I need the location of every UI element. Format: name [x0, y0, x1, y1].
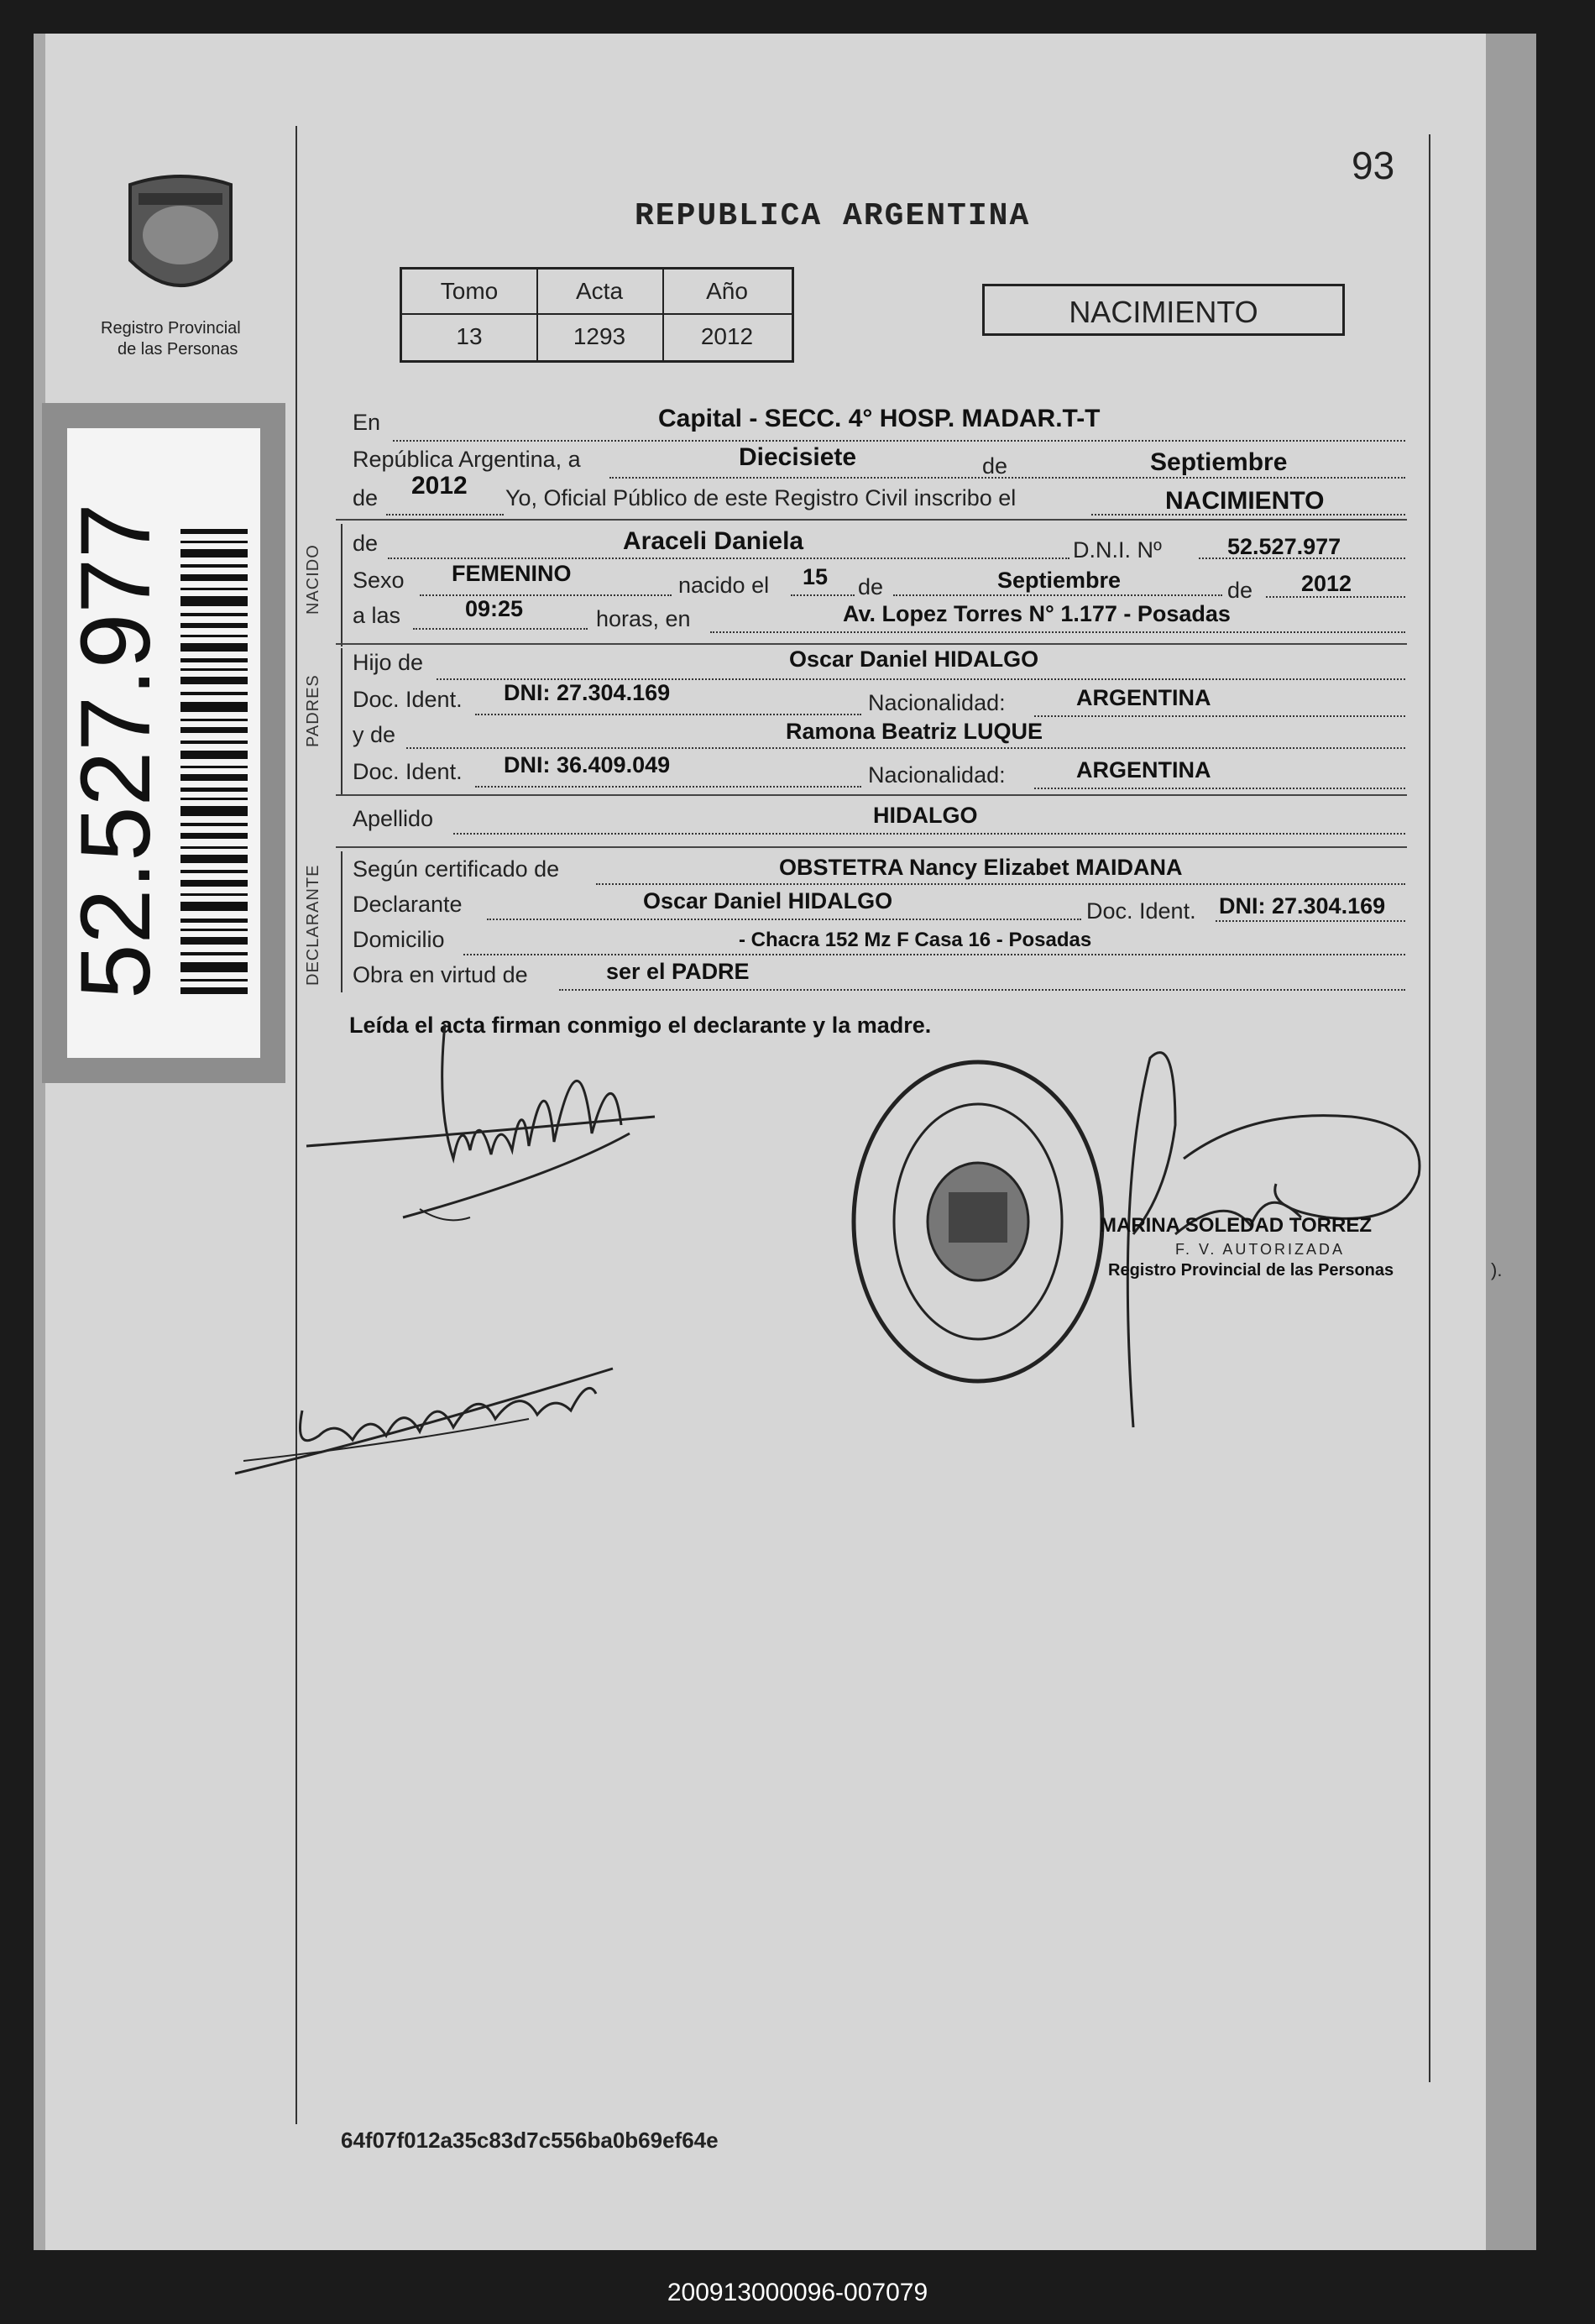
- section-label-declarante: DECLARANTE: [304, 864, 322, 986]
- official-office: Registro Provincial de las Personas: [1108, 1261, 1394, 1280]
- footer-id: 200913000096-007079: [667, 2279, 928, 2306]
- table-header-tomo: Tomo: [440, 278, 499, 304]
- barcode-icon: [180, 529, 248, 999]
- value-act: NACIMIENTO: [1165, 487, 1325, 515]
- label-apellido: Apellido: [353, 806, 434, 831]
- value-place: Capital - SECC. 4° HOSP. MADAR.T-T: [658, 405, 1101, 432]
- section-bar-padres: [341, 648, 343, 796]
- page-left-edge: [34, 34, 45, 2250]
- label-nacido-el: nacido el: [678, 573, 770, 598]
- separator-padres: [336, 643, 1407, 645]
- table-header-ano: Año: [706, 278, 748, 304]
- label-horas-en: horas, en: [596, 606, 691, 631]
- label-dni: D.N.I. Nº: [1073, 537, 1162, 563]
- side-mark: ).: [1491, 1259, 1503, 1280]
- dots-declarant-doc: [1216, 920, 1405, 922]
- label-de-year: de: [353, 485, 379, 510]
- label-doc-ident: Doc. Ident.: [353, 687, 463, 712]
- value-father-nat: ARGENTINA: [1076, 685, 1211, 710]
- value-mother-nat: ARGENTINA: [1076, 757, 1211, 783]
- table-value-ano: 2012: [700, 323, 754, 349]
- label-en: En: [353, 410, 381, 435]
- dots-mother: [406, 747, 1405, 749]
- label-doc-ident3: Doc. Ident.: [1086, 898, 1196, 924]
- table-header-acta: Acta: [575, 278, 624, 304]
- label-a-las: a las: [353, 603, 401, 628]
- registry-seal-icon: [839, 1049, 1116, 1394]
- act-type-box: [982, 284, 1345, 336]
- value-certificate: OBSTETRA Nancy Elizabet MAIDANA: [779, 855, 1183, 880]
- dots-declarant: [487, 919, 1081, 920]
- separator-declarante: [336, 846, 1407, 848]
- value-domicile: - Chacra 152 Mz F Casa 16 - Posadas: [739, 929, 1092, 951]
- mother-signature-icon: [227, 1335, 630, 1486]
- label-declarante: Declarante: [353, 892, 463, 917]
- value-dni: 52.527.977: [1227, 534, 1341, 559]
- book-table: [400, 267, 794, 363]
- value-surname: HIDALGO: [873, 803, 978, 828]
- dots-capacity: [559, 989, 1405, 991]
- value-year: 2012: [411, 472, 468, 500]
- dots-name: [388, 557, 1069, 559]
- section-label-padres: PADRES: [304, 674, 322, 747]
- dots-sexo: [420, 594, 672, 596]
- value-time: 09:25: [465, 596, 524, 621]
- label-nacionalidad: Nacionalidad:: [868, 690, 1006, 715]
- value-name: Araceli Daniela: [623, 527, 804, 555]
- dots-birth-month: [893, 594, 1222, 596]
- table-value-acta: 1293: [573, 323, 626, 349]
- label-segun-certificado: Según certificado de: [353, 856, 560, 882]
- dots-certificate: [596, 883, 1405, 885]
- registry-name-line1: Registro Provincial: [101, 319, 241, 338]
- value-address: Av. Lopez Torres N° 1.177 - Posadas: [843, 601, 1231, 626]
- page-number: 93: [1352, 144, 1395, 187]
- dots-year: [386, 514, 504, 516]
- value-declarant: Oscar Daniel HIDALGO: [643, 888, 893, 913]
- label-de: de: [982, 453, 1008, 479]
- province-emblem-icon: [113, 168, 248, 319]
- document-title: REPUBLICA ARGENTINA: [635, 198, 1031, 234]
- barcode-label: [42, 403, 285, 1083]
- closing-statement: Leída el acta firman conmigo el declarante y la madre.: [349, 1013, 932, 1038]
- label-de-month: de: [858, 574, 884, 599]
- label-de-name: de: [353, 531, 379, 556]
- separator-apellido: [336, 794, 1407, 796]
- label-obra-en-virtud: Obra en virtud de: [353, 962, 528, 987]
- value-birth-year: 2012: [1301, 571, 1352, 596]
- section-bar-declarante: [341, 851, 343, 992]
- value-month: Septiembre: [1150, 448, 1288, 476]
- value-mother: Ramona Beatriz LUQUE: [786, 719, 1043, 744]
- declarant-signature-icon: [302, 1008, 688, 1243]
- label-republica: República Argentina, a: [353, 447, 581, 472]
- label-hijo-de: Hijo de: [353, 650, 424, 675]
- label-nacionalidad2: Nacionalidad:: [868, 762, 1006, 788]
- dots-father-nat: [1034, 715, 1405, 717]
- label-domicilio: Domicilio: [353, 927, 445, 952]
- official-role: F. V. AUTORIZADA: [1175, 1241, 1346, 1258]
- registry-name-line2: de las Personas: [118, 340, 238, 359]
- official-name: MARINA SOLEDAD TORREZ: [1100, 1214, 1372, 1237]
- dots-birth-day: [791, 594, 855, 596]
- value-birth-day: 15: [803, 564, 829, 589]
- barcode-sticker: [60, 428, 260, 1058]
- document-hash: 64f07f012a35c83d7c556ba0b69ef64e: [341, 2128, 719, 2153]
- value-father: Oscar Daniel HIDALGO: [789, 646, 1039, 672]
- dots-father-doc: [475, 714, 861, 715]
- act-type: NACIMIENTO: [1069, 295, 1258, 329]
- dots-mother-doc: [475, 786, 861, 788]
- value-day: Diecisiete: [739, 443, 857, 471]
- value-mother-doc: DNI: 36.409.049: [504, 752, 671, 777]
- value-birth-month: Septiembre: [997, 568, 1122, 593]
- value-capacity: ser el PADRE: [606, 959, 750, 984]
- separator-nacido: [336, 519, 1407, 521]
- label-sexo: Sexo: [353, 568, 405, 593]
- label-yo-oficial: Yo, Oficial Público de este Registro Civil inscribo el: [505, 485, 1017, 510]
- label-y-de: y de: [353, 722, 396, 747]
- left-margin-line: [295, 126, 297, 2124]
- dots-domicile: [463, 954, 1405, 955]
- section-label-nacido: NACIDO: [304, 544, 322, 615]
- table-value-tomo: 13: [456, 323, 483, 349]
- dots-address: [710, 631, 1405, 633]
- value-father-doc: DNI: 27.304.169: [504, 680, 671, 705]
- section-bar-nacido: [341, 524, 343, 646]
- label-doc-ident2: Doc. Ident.: [353, 759, 463, 784]
- value-declarant-doc: DNI: 27.304.169: [1219, 893, 1386, 919]
- dots-mother-nat: [1034, 788, 1405, 789]
- dots-en: [393, 440, 1405, 442]
- value-sex: FEMENINO: [452, 561, 572, 586]
- dots-surname: [453, 833, 1405, 835]
- barcode-number: 52.527.977: [60, 503, 171, 999]
- label-de-year2: de: [1227, 578, 1253, 603]
- dots-time: [413, 628, 588, 630]
- page-right-edge: [1486, 34, 1536, 2250]
